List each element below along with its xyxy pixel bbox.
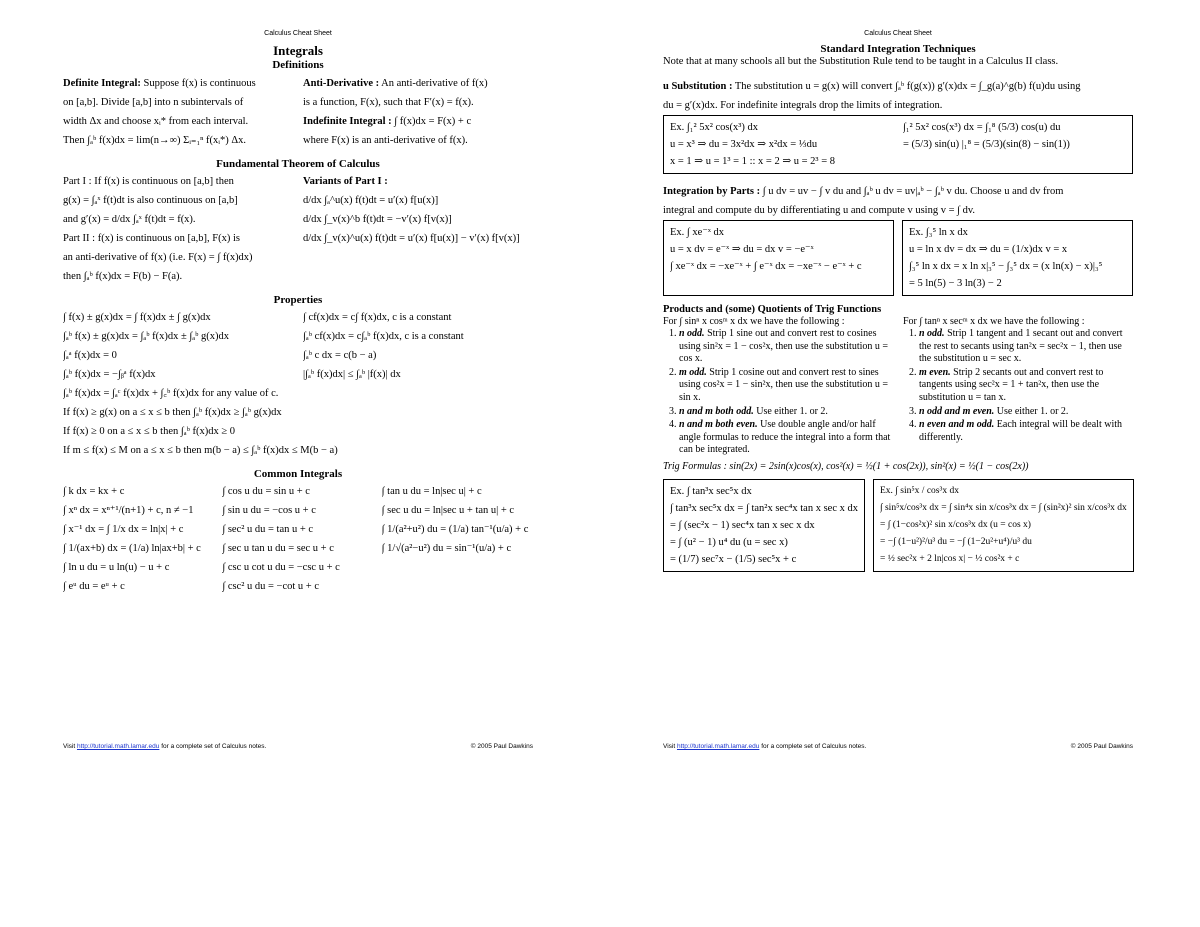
property: ∫ₐᵇ f(x) ± g(x)dx = ∫ₐᵇ f(x)dx ± ∫ₐᵇ g(x)dx xyxy=(63,331,230,342)
section-ftc: Fundamental Theorem of Calculus xyxy=(216,158,380,170)
integral-formula: ∫ 1/(ax+b) dx = (1/a) ln|ax+b| + c xyxy=(63,543,201,554)
example-line: Ex. ∫₁² 5x² cos(x³) dx xyxy=(670,122,759,133)
footer-text: for a complete set of Calculus notes. xyxy=(161,743,267,750)
ftc-line: Part II : f(x) is continuous on [a,b], F(x) is xyxy=(63,233,241,244)
example-line: ∫₁² 5x² cos(x³) dx = ∫₁⁸ (5/3) cos(u) du xyxy=(903,122,1061,133)
page-integrals xyxy=(63,30,533,750)
definite-line: Then ∫ₐᵇ f(x)dx = lim(n→∞) Σᵢ₌₁ⁿ f(xᵢ*) Δx. xyxy=(63,135,247,146)
ibp-line: integral and compute du by differentiating u and compute v using v = ∫ dv. xyxy=(663,205,976,216)
example-line: Ex. ∫₃⁵ ln x dx xyxy=(909,227,968,238)
list-item: 4. n and m both even. Use double angle and/or half angle formulas to reduce the integral into a form that can be integrated. xyxy=(679,419,893,457)
trig-intro: For ∫ tanⁿ x secᵐ x dx we have the following : xyxy=(903,316,1085,327)
property: ∫ₐᵇ cf(x)dx = c∫ₐᵇ f(x)dx, c is a constant xyxy=(303,331,464,342)
list-item: 3. n odd and m even. Use either 1. or 2. xyxy=(919,406,1133,419)
ftc-line: g(x) = ∫ₐˣ f(t)dt is also continuous on [a,b] xyxy=(63,195,238,206)
antideriv-line: is a function, F(x), such that F′(x) = f(x). xyxy=(303,97,474,108)
common-col xyxy=(63,482,214,596)
example-line: u = x³ ⇒ du = 3x²dx ⇒ x²dx = ⅓du xyxy=(670,139,818,150)
ftc-line: then ∫ₐᵇ f(x)dx = F(b) − F(a). xyxy=(63,271,183,282)
example-line: ∫ xe⁻ˣ dx = −xe⁻ˣ + ∫ e⁻ˣ dx = −xe⁻ˣ − e⁻ˣ + c xyxy=(670,261,862,272)
example-line: ∫ tan³x sec⁵x dx = ∫ tan²x sec⁴x tan x sec x dx xyxy=(670,502,858,514)
property: ∫ₐᵇ f(x)dx = ∫ₐᶜ f(x)dx + ∫꜀ᵇ f(x)dx for any value of c. xyxy=(63,388,279,399)
property: ∫ₐᵃ f(x)dx = 0 xyxy=(63,350,117,361)
property: ∫ cf(x)dx = c∫ f(x)dx, c is a constant xyxy=(303,312,452,323)
definitions-block xyxy=(63,74,533,150)
example-line: x = 1 ⇒ u = 1³ = 1 :: x = 2 ⇒ u = 2³ = 8 xyxy=(670,156,836,167)
indefinite-line: where F(x) is an anti-derivative of f(x). xyxy=(303,135,468,146)
common-col xyxy=(222,482,373,596)
integral-formula: ∫ 1/(a²+u²) du = (1/a) tan⁻¹(u/a) + c xyxy=(381,524,529,535)
property: ∫ₐᵇ f(x)dx = −∫ᵦᵃ f(x)dx xyxy=(63,369,156,380)
example-line: u = x dv = e⁻ˣ ⇒ du = dx v = −e⁻ˣ xyxy=(670,244,814,255)
list-item: 3. n and m both odd. Use either 1. or 2. xyxy=(679,406,893,419)
footer-link[interactable]: http://tutorial.math.lamar.edu xyxy=(676,743,760,750)
example-line: Ex. ∫ xe⁻ˣ dx xyxy=(670,227,725,238)
integral-formula: ∫ xⁿ dx = xⁿ⁺¹/(n+1) + c, n ≠ −1 xyxy=(63,505,194,516)
usub-line: The substitution u = g(x) will convert ∫ₐᵇ f(g(x)) g′(x)dx = ∫_g(a)^g(b) f(u)du using xyxy=(734,81,1081,92)
ibp-label: Integration by Parts : xyxy=(663,186,761,197)
list-item: 1. n odd. Strip 1 tangent and 1 secant out and convert the rest to secants using tan²x = sec²x − 1, then use the substitution u = sec x. xyxy=(919,328,1133,366)
integral-formula: ∫ 1/√(a²−u²) du = sin⁻¹(u/a) + c xyxy=(381,543,512,554)
section-properties: Properties xyxy=(273,294,323,306)
ftc-block xyxy=(63,172,533,286)
definite-label: Definite Integral: xyxy=(63,78,141,89)
example-line: Ex. ∫ tan³x sec⁵x dx xyxy=(670,485,752,497)
definite-line: Suppose f(x) is continuous xyxy=(143,78,256,89)
property: ∫ₐᵇ c dx = c(b − a) xyxy=(303,350,377,361)
anti-derivative xyxy=(303,74,533,150)
integral-formula: ∫ cos u du = sin u + c xyxy=(222,486,310,497)
variant-formula: d/dx ∫ₐ^u(x) f(t)dt = u′(x) f[u(x)] xyxy=(303,195,439,206)
example-line: = ½ sec²x + 2 ln|cos x| − ½ cos²x + c xyxy=(880,553,1020,564)
variants-label: Variants of Part I : xyxy=(303,176,388,187)
antideriv-label: Anti-Derivative : xyxy=(303,78,380,89)
definite-line: width Δx and choose xᵢ* from each interval. xyxy=(63,116,249,127)
page-footer xyxy=(663,743,1133,750)
ftc-line: Part I : If f(x) is continuous on [a,b] then xyxy=(63,176,234,187)
antideriv-line: An anti-derivative of f(x) xyxy=(381,78,488,89)
example-line: = ∫ (u² − 1) u⁴ du (u = sec x) xyxy=(670,536,788,548)
example-line: = (1/7) sec⁷x − (1/5) sec⁵x + c xyxy=(670,553,797,565)
example-line: = ∫ (sec²x − 1) sec⁴x tan x sec x dx xyxy=(670,519,815,531)
section-common-integrals: Common Integrals xyxy=(253,468,343,480)
example-box-trig-2 xyxy=(873,479,1134,572)
example-box-ibp-2 xyxy=(902,220,1133,296)
list-item: 4. n even and m odd. Each integral will be dealt with differently. xyxy=(919,419,1133,444)
ftc-line: an anti-derivative of f(x) (i.e. F(x) = ∫ f(x)dx) xyxy=(63,252,253,263)
integral-formula: ∫ sin u du = −cos u + c xyxy=(222,505,316,516)
trig-intro: For ∫ sinⁿ x cosᵐ x dx we have the following : xyxy=(663,316,845,327)
usub-label: u Substitution : xyxy=(663,81,733,92)
list-item: 1. n odd. Strip 1 sine out and convert rest to cosines using sin²x = 1 − cos²x, then use the substitution u = cos x. xyxy=(679,328,893,366)
ftc-variants xyxy=(303,172,533,286)
footer-visit: Visit xyxy=(663,743,676,750)
integral-formula: ∫ tan u du = ln|sec u| + c xyxy=(381,486,482,497)
variant-formula: d/dx ∫_v(x)^u(x) f(t)dt = u′(x) f[u(x)] − v′(x) f[v(x)] xyxy=(303,233,520,244)
page-techniques xyxy=(663,30,1133,750)
integral-formula: ∫ eᵘ du = eᵘ + c xyxy=(63,581,125,592)
footer-link[interactable]: http://tutorial.math.lamar.edu xyxy=(76,743,160,750)
integral-formula: ∫ ln u du = u ln(u) − u + c xyxy=(63,562,170,573)
list-item: 2. m odd. Strip 1 cosine out and convert rest to sines using cos²x = 1 − sin²x, then use the substitution u = sin x. xyxy=(679,367,893,405)
example-line: ∫ sin⁵x/cos³x dx = ∫ sin⁴x sin x/cos³x dx = ∫ (sin²x)² sin x/cos³x dx xyxy=(880,502,1127,513)
indefinite-label: Indefinite Integral : xyxy=(303,116,392,127)
indefinite-line: ∫ f(x)dx = F(x) + c xyxy=(394,116,472,127)
footer-text: for a complete set of Calculus notes. xyxy=(761,743,867,750)
ftc-line: and g′(x) = d/dx ∫ₐˣ f(t)dt = f(x). xyxy=(63,214,196,225)
copyright: © 2005 Paul Dawkins xyxy=(1070,743,1133,750)
variant-formula: d/dx ∫_v(x)^b f(t)dt = −v′(x) f[v(x)] xyxy=(303,214,452,225)
example-line: u = ln x dv = dx ⇒ du = (1/x)dx v = x xyxy=(909,244,1068,255)
properties-block xyxy=(63,308,533,460)
integral-formula: ∫ k dx = kx + c xyxy=(63,486,125,497)
integral-formula: ∫ csc² u du = −cot u + c xyxy=(222,581,320,592)
page-footer xyxy=(63,743,533,750)
property: If m ≤ f(x) ≤ M on a ≤ x ≤ b then m(b − a) ≤ ∫ₐᵇ f(x)dx ≤ M(b − a) xyxy=(63,445,338,456)
example-line: ∫₃⁵ ln x dx = x ln x|₃⁵ − ∫₃⁵ dx = (x ln(x) − x)|₃⁵ xyxy=(909,261,1103,272)
section-definitions: Definitions xyxy=(272,59,324,71)
example-box-ibp-1 xyxy=(663,220,894,296)
example-line: Ex. ∫ sin⁵x / cos³x dx xyxy=(880,485,959,496)
example-line: = (5/3) sin(u) |₁⁸ = (5/3)(sin(8) − sin(1)) xyxy=(903,139,1070,150)
intro-note: Note that at many schools all but the Substitution Rule tend to be taught in a Calculus II class. xyxy=(663,56,1059,67)
page-header: Calculus Cheat Sheet xyxy=(864,30,932,37)
trig-formulas: Trig Formulas : sin(2x) = 2sin(x)cos(x), cos²(x) = ½(1 + cos(2x)), sin²(x) = ½(1 − cos(2x)) xyxy=(663,460,1029,472)
property: If f(x) ≥ g(x) on a ≤ x ≤ b then ∫ₐᵇ f(x)dx ≥ ∫ₐᵇ g(x)dx xyxy=(63,407,282,418)
example-line: = −∫ (1−u²)²/u³ du = −∫ (1−2u²+u⁴)/u³ du xyxy=(880,536,1032,547)
page-title: Integrals xyxy=(273,43,323,58)
example-line: = ∫ (1−cos²x)² sin x/cos³x dx (u = cos x) xyxy=(880,519,1031,530)
integral-formula: ∫ sec u tan u du = sec u + c xyxy=(222,543,334,554)
example-line: = 5 ln(5) − 3 ln(3) − 2 xyxy=(909,278,1002,289)
u-substitution xyxy=(663,77,1133,115)
example-box-trig-1 xyxy=(663,479,865,572)
common-integrals-block xyxy=(63,482,533,596)
page-header: Calculus Cheat Sheet xyxy=(264,30,332,37)
page-title: Standard Integration Techniques xyxy=(820,43,976,55)
integral-formula: ∫ sec² u du = tan u + c xyxy=(222,524,314,535)
integral-formula: ∫ x⁻¹ dx = ∫ 1/x dx = ln|x| + c xyxy=(63,524,184,535)
list-item: 2. m even. Strip 2 secants out and convert rest to tangents using sec²x = 1 + tan²x, then use the substitution u = tan x. xyxy=(919,367,1133,405)
section-trig: Products and (some) Quotients of Trig Functions xyxy=(663,304,882,315)
usub-line: du = g′(x)dx. For indefinite integrals drop the limits of integration. xyxy=(663,100,943,111)
integral-formula: ∫ csc u cot u du = −csc u + c xyxy=(222,562,340,573)
property: If f(x) ≥ 0 on a ≤ x ≤ b then ∫ₐᵇ f(x)dx ≥ 0 xyxy=(63,426,236,437)
trig-block xyxy=(663,315,1133,458)
ibp-line: ∫ u dv = uv − ∫ v du and ∫ₐᵇ u dv = uv|ₐᵇ − ∫ₐᵇ v du. Choose u and dv from xyxy=(762,186,1064,197)
ftc-parts xyxy=(63,172,293,286)
footer-visit: Visit xyxy=(63,743,76,750)
common-col xyxy=(382,482,533,596)
definite-integral xyxy=(63,74,293,150)
property: ∫ f(x) ± g(x)dx = ∫ f(x)dx ± ∫ g(x)dx xyxy=(63,312,211,323)
property: |∫ₐᵇ f(x)dx| ≤ ∫ₐᵇ |f(x)| dx xyxy=(303,369,401,380)
definite-line: on [a,b]. Divide [a,b] into n subintervals of xyxy=(63,97,244,108)
integration-by-parts xyxy=(663,182,1133,220)
example-box-usub xyxy=(663,115,1133,174)
copyright: © 2005 Paul Dawkins xyxy=(470,743,533,750)
integral-formula: ∫ sec u du = ln|sec u + tan u| + c xyxy=(381,505,515,516)
